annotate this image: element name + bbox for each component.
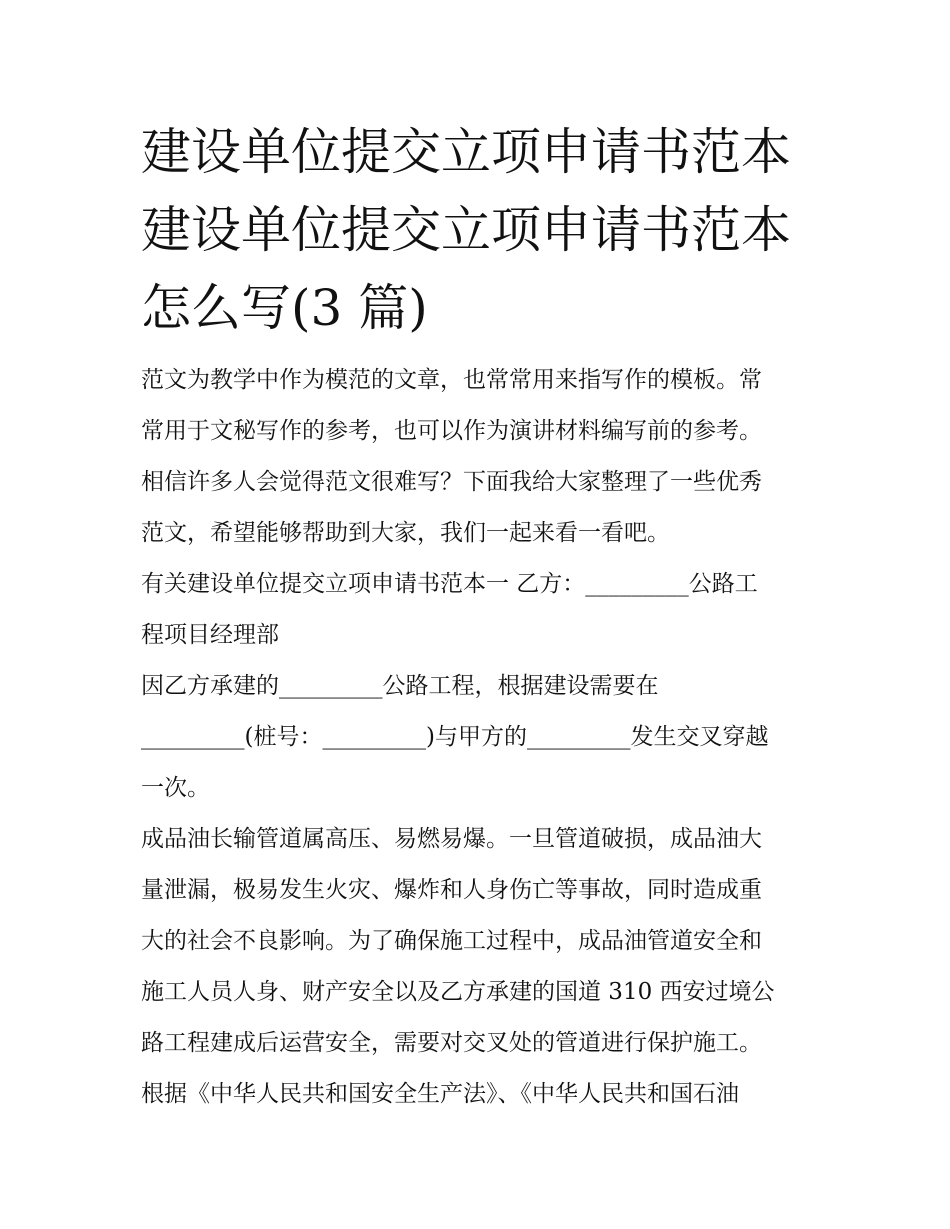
text-line: 路工程建成后运营安全，需要对交叉处的管道进行保护施工。 [141,1030,762,1056]
text-line: 因乙方承建的_________公路工程，根据建设需要在 [141,673,659,699]
text-line: 根据《中华人民共和国安全生产法》、《中华人民共和国石油 [141,1081,739,1107]
text-line: 范文，希望能够帮助到大家，我们一起来看一看吧。 [141,520,670,546]
intro-paragraph [141,355,821,559]
sample-heading-paragraph [141,559,821,661]
text-line: 大的社会不良影响。为了确保施工过程中，成品油管道安全和 [141,928,762,954]
title-line: 建设单位提交立项申请书范本 [141,201,791,259]
text-line: _________(桩号：_________)与甲方的_________发生交叉穿越 [141,724,769,750]
text-line: 有关建设单位提交立项申请书范本一 乙方：_________公路工 [141,571,758,597]
text-line: 范文为教学中作为模范的文章，也常常用来指写作的模板。常 [141,367,762,393]
title-line: 建设单位提交立项申请书范本 [141,123,791,181]
text-line: 成品油长输管道属高压、易燃易爆。一旦管道破损，成品油大 [141,826,762,852]
document-title [141,113,841,347]
text-line: 程项目经理部 [141,622,279,648]
crossing-paragraph [141,661,821,814]
text-line: 一次。 [141,775,210,801]
text-line: 相信许多人会觉得范文很难写？下面我给大家整理了一些优秀 [141,469,762,495]
pipeline-safety-paragraph [141,814,821,1120]
title-line: 怎么写(3 篇) [141,279,428,337]
text-line: 量泄漏，极易发生火灾、爆炸和人身伤亡等事故，同时造成重 [141,877,762,903]
text-line: 常用于文秘写作的参考，也可以作为演讲材料编写前的参考。 [141,418,762,444]
text-line: 施工人员人身、财产安全以及乙方承建的国道 310 西安过境公 [141,979,775,1005]
document-body [141,355,821,1120]
